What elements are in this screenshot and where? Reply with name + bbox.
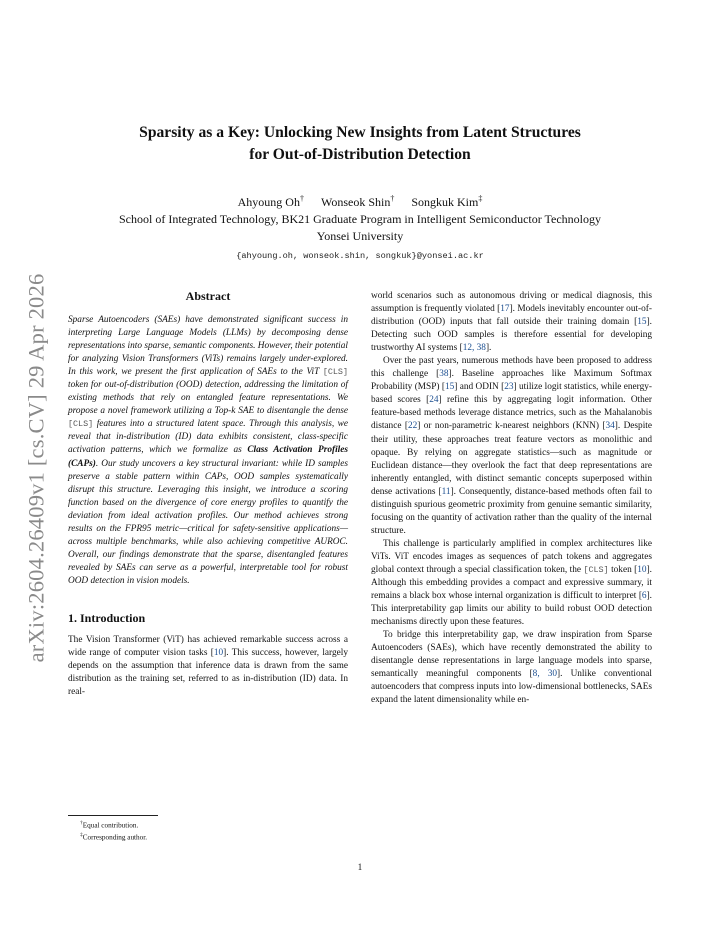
text-run: ]. Models inevitably encounter out-of-distribution (OOD) inputs that fall outside their training domain [ [371, 304, 652, 328]
left-column [68, 288, 348, 699]
footnote-mark: ‡ [80, 832, 83, 839]
arxiv-identifier-stamp [16, 258, 56, 678]
author-emails: {ahyoung.oh, wonseok.shin, songkuk}@yonsei.ac.kr [236, 251, 484, 261]
cls-token-code: [CLS] [322, 367, 348, 378]
text-run: ]. Detecting such OOD samples is therefore essential for developing trustworthy AI systems [ [371, 317, 652, 354]
citation-link[interactable]: 11 [441, 486, 451, 497]
author-2 [321, 195, 394, 209]
citation-link[interactable]: 15 [444, 382, 455, 393]
author-block [60, 190, 660, 265]
abstract-part-3: features into a structured latent space. Through this analysis, we reveal that in-distribution (ID) data exhibits consistent, class-specific activation patterns, which we formalize as [68, 419, 349, 456]
citation-link[interactable]: 15 [637, 317, 647, 328]
author-1 [238, 195, 304, 209]
author-3-name: Songkuk Kim [411, 195, 479, 209]
text-run: To bridge this interpretability gap, we draw inspiration from Sparse Autoencoders (SAEs), which have recently demonstrated the ability to disentangle dense representations in large language models into sparse, semantically meaningful components [ [371, 630, 652, 680]
abstract-part-1: Sparse Autoencoders (SAEs) have demonstrated significant success in interpreting Large Language Models (LLMs) by decomposing dense representations into sparse, semantic components. However, their potential for analyzing Vision Transformers (ViTs) remains largely under-explored. In this work, we present the first application of SAEs to the ViT [68, 315, 348, 378]
text-run: token [ [611, 564, 638, 575]
right-column [371, 290, 652, 708]
footnote-equal-contribution [80, 818, 340, 830]
cls-token-code: [CLS] [583, 564, 609, 575]
text-run: ]. Unlike conventional autoencoders that compress inputs into low-dimensional bottlenecks, SAEs expand the latent dimensionality while en- [371, 669, 652, 706]
footnote-text: Equal contribution. [82, 821, 139, 830]
text-run: ] and ODIN [ [454, 382, 505, 393]
page-number: 1 [357, 863, 363, 873]
author-3-mark: ‡ [478, 194, 483, 203]
introduction-paragraph-1 [68, 634, 348, 699]
arxiv-identifier-text: arXiv:2604.26409v1 [cs.CV] 29 Apr 2026 [23, 273, 49, 663]
introduction-heading: 1. Introduction [68, 610, 146, 625]
footnote-mark: † [80, 820, 83, 826]
citation-link[interactable]: 8, 30 [532, 669, 558, 680]
author-1-mark: † [299, 194, 304, 203]
university: Yonsei University [316, 229, 404, 243]
footnote-corresponding-author [80, 830, 340, 842]
title-line-1: Sparsity as a Key: Unlocking New Insights from Latent Structures [139, 124, 581, 141]
citation-link[interactable]: 34 [605, 421, 615, 432]
citation-link[interactable]: 12, 38 [462, 343, 486, 354]
author-2-name: Wonseok Shin [320, 195, 391, 209]
title-line-2: for Out-of-Distribution Detection [249, 146, 471, 163]
abstract-text [68, 314, 348, 588]
footnote-text: Corresponding author. [82, 833, 148, 842]
abstract-heading: Abstract [185, 289, 231, 303]
text-run: ]. This interpretability gap limits our ability to build robust OOD detection mechanisms directly upon these features. [371, 591, 652, 628]
citation-link[interactable]: 17 [500, 304, 510, 315]
text-run: ] utilize logit statistics, while energy-based scores [ [371, 382, 653, 406]
right-paragraph-1 [371, 290, 652, 355]
right-paragraph-2 [371, 355, 652, 538]
author-names [60, 190, 660, 211]
cls-token-code: [CLS] [68, 419, 94, 430]
text-run: The Vision Transformer (ViT) has achieved remarkable success across a wide range of computer vision tasks [ [68, 634, 348, 659]
citation-link[interactable]: 23 [504, 382, 514, 393]
abstract-bold-term: Class Activation Profiles (CAPs) [68, 445, 348, 469]
text-run: ]. Baseline approaches like Maximum Softmax Probability (MSP) [ [371, 369, 652, 393]
text-run: ] refine this by aggregating logit information. Other feature-based methods leverage distance metrics, such as the Mahalanobis distance [ [371, 395, 652, 432]
footnote-divider [68, 815, 158, 816]
paper-title [60, 122, 660, 166]
text-run: ]. Despite their utility, these approaches treat feature vectors as monolithic and opaque. By relying on aggregate statistics—such as magnitude or Euclidean distance—they overlook the fact that deep representations are inherently entangled, with distinct semantic concepts superposed within dense activations [ [371, 421, 652, 497]
citation-link[interactable]: 6 [641, 591, 647, 602]
affiliation: School of Integrated Technology, BK21 Graduate Program in Intelligent Semiconductor Technology [119, 212, 601, 226]
citation-link[interactable]: 24 [429, 395, 439, 406]
citation-link[interactable]: 10 [213, 648, 224, 659]
text-run: ]. [485, 343, 492, 354]
text-run: This challenge is particularly amplified in complex architectures like ViTs. ViT encodes images as sequences of patch tokens and aggregates global context through a special classification token, the [371, 538, 652, 575]
right-paragraph-3 [371, 538, 652, 629]
text-run: ]. Consequently, distance-based methods often fail to distinguish spurious geometric proximity from genuine semantic similarity, focusing on the quantity of activation rather than the quality of the internal structure. [371, 486, 652, 536]
citation-link[interactable]: 38 [439, 369, 449, 380]
text-run: ]. Although this embedding provides a compact and expressive summary, it remains a black box whose internal organization is difficult to interpret [ [371, 564, 652, 602]
citation-link[interactable]: 10 [637, 564, 647, 575]
right-paragraph-4 [371, 629, 652, 707]
author-1-name: Ahyoung Oh [237, 195, 300, 209]
abstract-part-4: . Our study uncovers a key structural invariant: while ID samples preserve a stable pattern within CAPs, OOD samples systematically disrupt this structure. Leveraging this insight, we introduce a scoring function based on the divergence of core energy profiles to quantify the deviation from ideal activation profiles. Our method achieves strong results on the FPR95 metric—critical for safety-sensitive applications—across multiple benchmarks, while also achieving competitive AUROC. Overall, our findings demonstrate that the sparse, disentangled features revealed by SAEs can serve as a powerful, interpretable tool for robust OOD detection in vision models. [68, 458, 348, 586]
abstract-part-2: token for out-of-distribution (OOD) detection, addressing the limitation of existing methods that rely on entangled feature representations. We propose a novel framework utilizing a Top-k SAE to disentangle the dense [68, 380, 348, 417]
text-run: ]. This success, however, largely depends on the assumption that inference data is drawn from the same distribution as the training set, referred to as in-distribution (ID) data. In real- [68, 648, 348, 698]
text-run: Over the past years, numerous methods have been proposed to address this challenge [ [371, 356, 652, 380]
text-run: ] or non-parametric k-nearest neighbors (KNN) [ [417, 421, 606, 432]
text-run: world scenarios such as autonomous driving or medical diagnosis, this assumption is frequently violated [ [371, 291, 652, 315]
citation-link[interactable]: 22 [407, 421, 418, 432]
author-3 [411, 195, 482, 209]
author-2-mark: † [390, 194, 395, 203]
footnotes [80, 818, 340, 843]
